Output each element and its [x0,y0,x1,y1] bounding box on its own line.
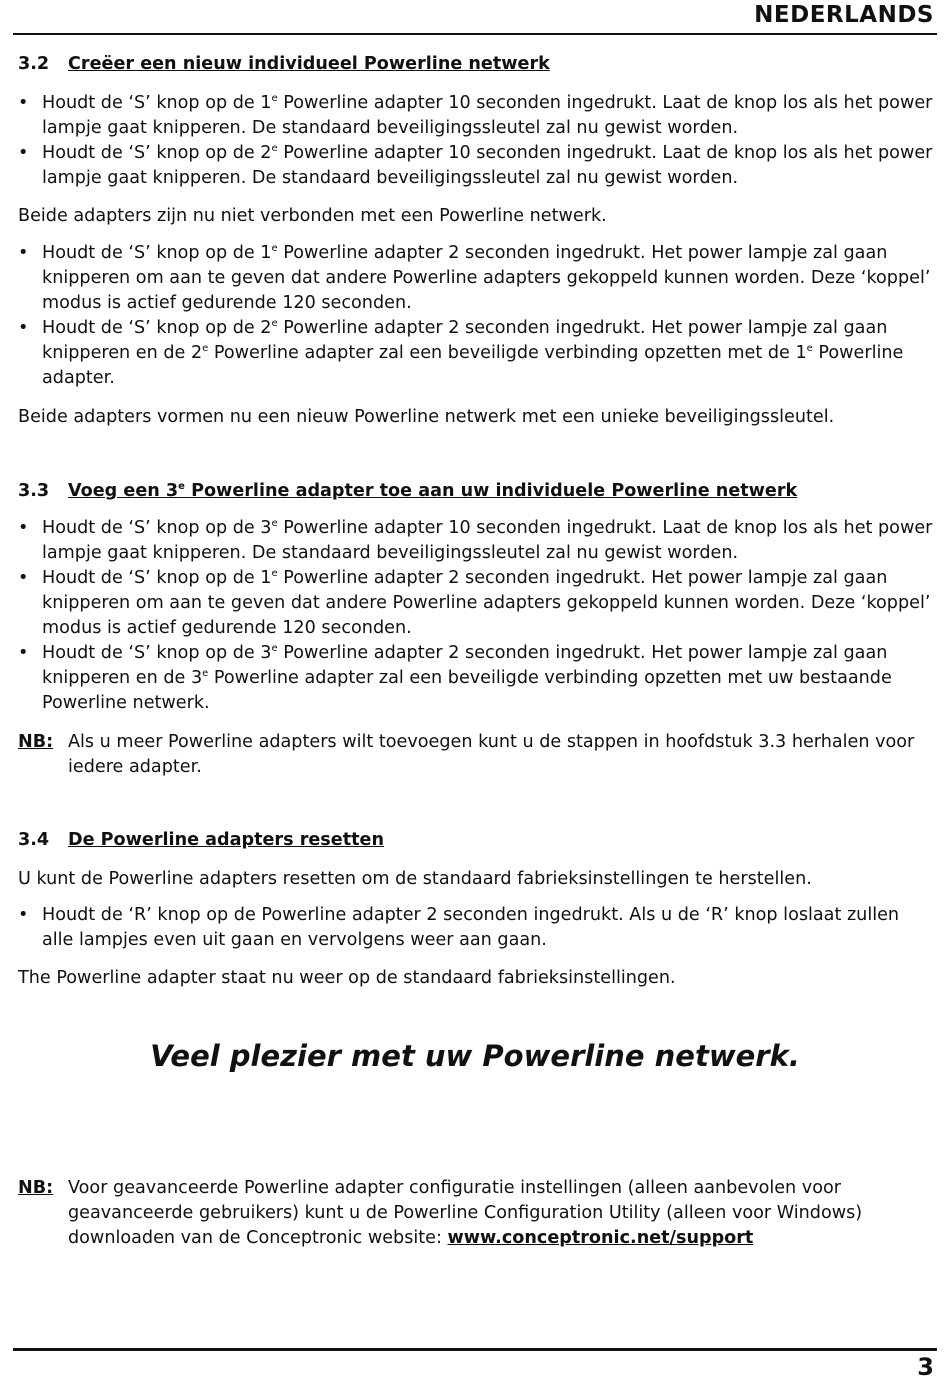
list-item: • Houdt de ‘R’ knop op de Powerline adapter 2 seconden ingedrukt. Als u de ‘R’ knop loslaat zullen alle lampjes even uit gaan en vervolgens weer aan gaan. [18,903,934,953]
paragraph: Beide adapters vormen nu een nieuw Powerline netwerk met een unieke beveiligingssleutel. [18,407,835,427]
section-3-4-heading [18,828,934,853]
note-text: Voor geavanceerde Powerline adapter configuratie instellingen (alleen aanbevolen voor geavanceerde gebruikers) kunt u de Powerline Configuration Utility (alleen voor Windows) downloaden van de Conceptronic website: [68,1178,863,1248]
list-item: • Houdt de ‘S’ knop op de 3e Powerline adapter 10 seconden ingedrukt. Laat de knop los als het power lampje gaat knipperen. De standaard beveiligingssleutel zal nu gewist worden. [18,516,934,566]
section-number: 3.2 [18,54,50,74]
paragraph: The Powerline adapter staat nu weer op de standaard fabrieksinstellingen. [18,968,676,988]
note-label: NB: [18,732,54,752]
list-item: • Houdt de ‘S’ knop op de 3e Powerline adapter 2 seconden ingedrukt. Het power lampje zal gaan knipperen en de 3e Powerline adapter zal een beveiligde verbinding opzetten met uw bestaande Powerline netwerk. [18,641,934,716]
section-title: Creëer een nieuw individueel Powerline netwerk [68,54,550,74]
section-title: Voeg een 3e Powerline adapter toe aan uw individuele Powerline netwerk [68,481,798,501]
section-3-2-bullets-b [18,241,934,391]
note-label: NB: [18,1178,54,1198]
note-3-3 [18,730,950,780]
section-3-3-heading [18,479,934,504]
list-item: • Houdt de ‘S’ knop op de 1e Powerline adapter 2 seconden ingedrukt. Het power lampje zal gaan knipperen om aan te geven dat andere Powerline adapters gekoppeld kunnen worden. Deze ‘koppel’ modus is actief gedurende 120 seconden. [18,241,934,316]
section-title: De Powerline adapters resetten [68,830,384,850]
page-number: 3 [917,1353,934,1381]
list-item: • Houdt de ‘S’ knop op de 1e Powerline adapter 10 seconden ingedrukt. Laat de knop los als het power lampje gaat knipperen. De standaard beveiligingssleutel zal nu gewist worden. [18,91,934,141]
list-item: • Houdt de ‘S’ knop op de 2e Powerline adapter 10 seconden ingedrukt. Laat de knop los als het power lampje gaat knipperen. De standaard beveiligingssleutel zal nu gewist worden. [18,141,934,191]
header-rule [13,33,937,35]
note-text: Als u meer Powerline adapters wilt toevoegen kunt u de stappen in hoofdstuk 3.3 herhalen voor iedere adapter. [68,732,915,777]
section-number: 3.3 [18,481,50,501]
paragraph: Beide adapters zijn nu niet verbonden met een Powerline netwerk. [18,206,607,226]
section-number: 3.4 [18,830,50,850]
section-3-2-bullets-a [18,91,934,191]
list-item: • Houdt de ‘S’ knop op de 1e Powerline adapter 2 seconden ingedrukt. Het power lampje zal gaan knipperen om aan te geven dat andere Powerline adapters gekoppeld kunnen worden. Deze ‘koppel’ modus is actief gedurende 120 seconden. [18,566,934,641]
section-3-4-bullets [18,903,934,953]
header-language: NEDERLANDS [754,2,934,28]
list-item: • Houdt de ‘S’ knop op de 2e Powerline adapter 2 seconden ingedrukt. Het power lampje zal gaan knipperen en de 2e Powerline adapter zal een beveiligde verbinding opzetten met de 1e Powerline adapter. [18,316,934,391]
closing-slogan: Veel plezier met uw Powerline netwerk. [150,1039,800,1073]
support-link[interactable]: www.conceptronic.net/support [447,1228,754,1248]
final-note [18,1176,950,1251]
section-3-3-bullets [18,516,934,716]
section-3-2-heading [18,52,934,77]
footer-rule [13,1348,937,1351]
paragraph: U kunt de Powerline adapters resetten om de standaard fabrieksinstellingen te herstellen. [18,869,812,889]
